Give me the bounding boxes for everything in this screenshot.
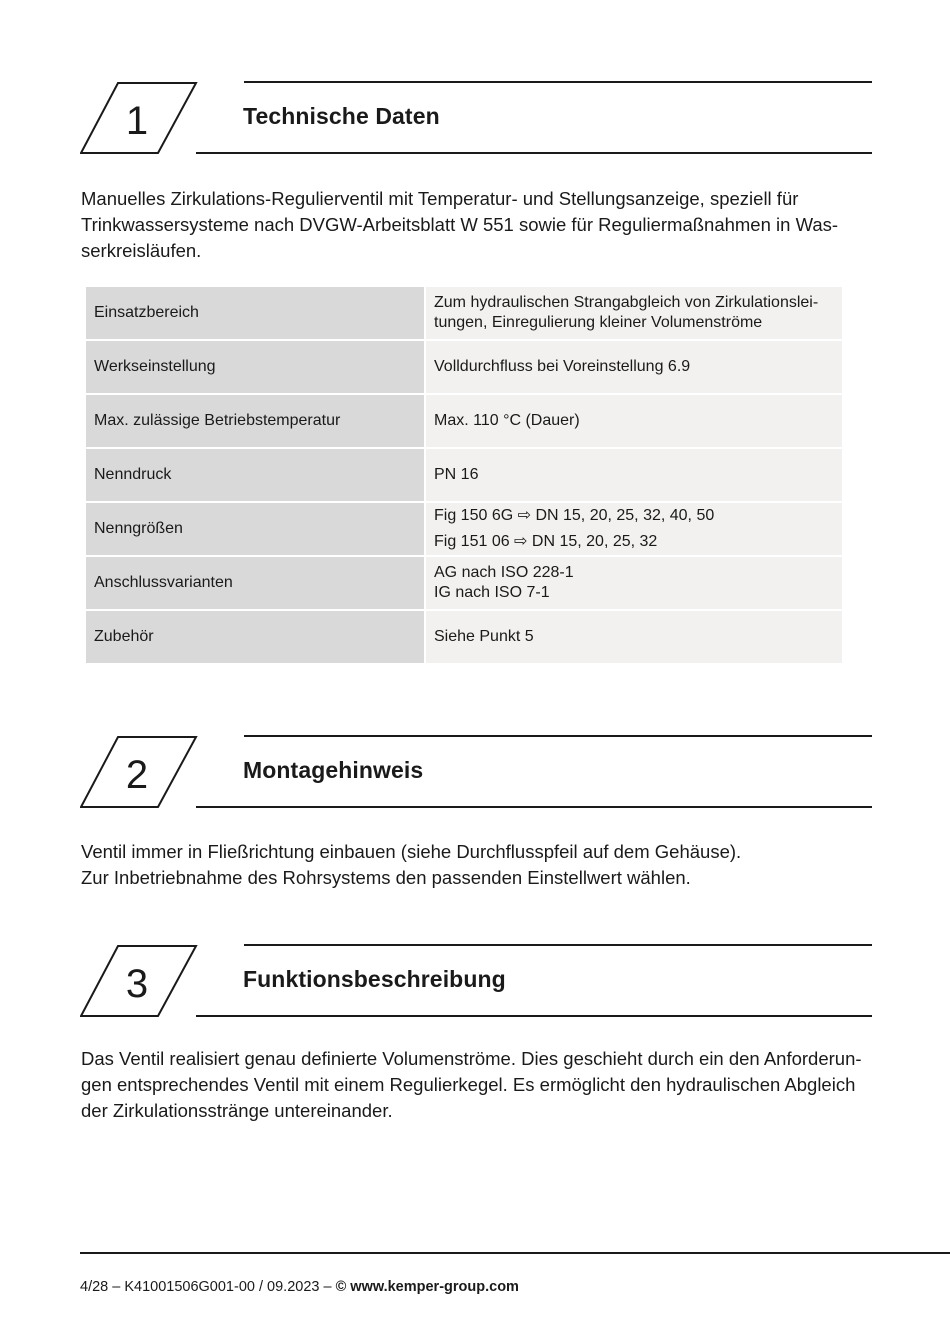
text-line: Trinkwassersysteme nach DVGW-Arbeitsblatt W 551 sowie für Reguliermaßnahmen in Was- <box>81 214 839 235</box>
spec-value-line: AG nach ISO 228-1 <box>434 564 574 581</box>
spec-value <box>425 556 843 610</box>
spec-value-line: Volldurchfluss bei Voreinstellung 6.9 <box>434 358 691 375</box>
spec-value <box>425 286 843 340</box>
table-row <box>85 556 843 610</box>
table-row <box>85 286 843 340</box>
text-line: gen entsprechendes Ventil mit einem Regulierkegel. Es ermöglicht den hydraulischen Abgleich <box>81 1074 856 1095</box>
spec-label: Max. zulässige Betriebstemperatur <box>85 394 425 448</box>
spec-value <box>425 394 843 448</box>
footer-doc-info: 4/28 – K41001506G001-00 / 09.2023 – <box>80 1279 336 1295</box>
section-number-badge <box>80 735 198 809</box>
text-line: der Zirkulationsstränge untereinander. <box>81 1100 393 1121</box>
text-line: Manuelles Zirkulations-Regulierventil mit Temperatur- und Stellungsanzeige, speziell für <box>81 188 799 209</box>
section-title: Technische Daten <box>243 103 440 129</box>
funktion-paragraph <box>81 1046 871 1124</box>
spec-value <box>425 610 843 664</box>
technical-data-table <box>84 285 844 665</box>
table-row <box>85 610 843 664</box>
montage-paragraph <box>81 839 871 891</box>
spec-label: Zubehör <box>85 610 425 664</box>
header-rule-top <box>244 944 872 946</box>
page-footer <box>80 1279 519 1295</box>
section-title: Funktionsbeschreibung <box>243 966 506 992</box>
section-title: Montagehinweis <box>243 757 424 783</box>
text-line: Das Ventil realisiert genau definierte Volumenströme. Dies geschieht durch ein den Anforderun- <box>81 1048 862 1069</box>
section-number: 3 <box>125 962 149 1006</box>
spec-label: Einsatzbereich <box>85 286 425 340</box>
header-rule-top <box>244 735 872 737</box>
table-row <box>85 502 843 556</box>
table-row <box>85 340 843 394</box>
spec-value-line: Siehe Punkt 5 <box>434 628 534 645</box>
spec-label: Nenndruck <box>85 448 425 502</box>
spec-value-line: Fig 150 6G ⇨ DN 15, 20, 25, 32, 40, 50 <box>434 507 715 524</box>
spec-value <box>425 340 843 394</box>
footer-website-link[interactable]: © www.kemper-group.com <box>335 1279 519 1295</box>
spec-value-line: Fig 151 06 ⇨ DN 15, 20, 25, 32 <box>434 533 658 550</box>
section-number: 2 <box>125 753 149 797</box>
section-number: 1 <box>125 99 149 143</box>
header-rule-bottom <box>196 152 872 154</box>
header-rule-bottom <box>196 1015 872 1017</box>
intro-paragraph <box>81 186 871 264</box>
footer-rule <box>80 1252 950 1254</box>
spec-label: Werkseinstellung <box>85 340 425 394</box>
spec-value-line: tungen, Einregulierung kleiner Volumenströme <box>434 314 763 331</box>
section-number-badge <box>80 944 198 1018</box>
spec-value-line: Max. 110 °C (Dauer) <box>434 412 580 429</box>
spec-value <box>425 448 843 502</box>
spec-value <box>425 502 843 556</box>
spec-value-line: IG nach ISO 7-1 <box>434 584 550 601</box>
spec-label: Nenngrößen <box>85 502 425 556</box>
text-line: serkreisläufen. <box>81 240 202 261</box>
header-rule-bottom <box>196 806 872 808</box>
table-row <box>85 394 843 448</box>
spec-label: Anschlussvarianten <box>85 556 425 610</box>
text-line: Zur Inbetriebnahme des Rohrsystems den passenden Einstellwert wählen. <box>81 867 691 888</box>
text-line: Ventil immer in Fließrichtung einbauen (siehe Durchflusspfeil auf dem Gehäuse). <box>81 841 742 862</box>
table-row <box>85 448 843 502</box>
section-number-badge <box>80 81 198 155</box>
header-rule-top <box>244 81 872 83</box>
spec-value-line: Zum hydraulischen Strangabgleich von Zirkulationslei- <box>434 294 819 311</box>
spec-value-line: PN 16 <box>434 466 479 483</box>
